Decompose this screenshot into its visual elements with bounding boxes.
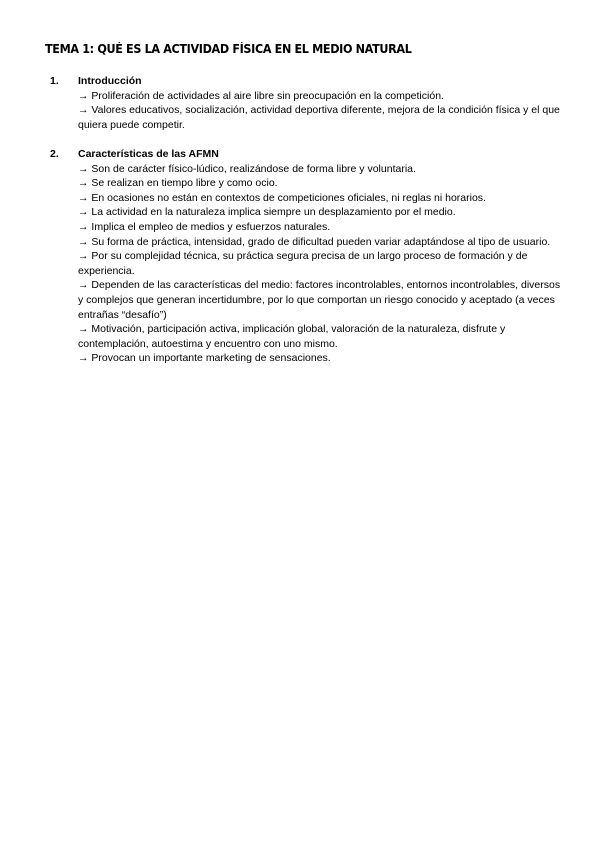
section-heading: Introducción <box>78 75 142 87</box>
bullet-item: → Se realizan en tiempo libre y como ocio. <box>78 177 278 190</box>
bullet-item: → Motivación, participación activa, implicación global, valoración de la naturaleza, disfrute y contemplación, autoestima y encuentro con uno mismo. <box>78 323 506 350</box>
section-heading: Características de las AFMN <box>78 148 219 160</box>
bullet-item: → Implica el empleo de medios y esfuerzos naturales. <box>78 220 331 233</box>
bullet-item: → En ocasiones no están en contextos de competiciones oficiales, ni reglas ni horarios. <box>78 191 486 204</box>
bullet-item: → Proliferación de actividades al aire libre sin preocupación en la competición. <box>78 89 444 102</box>
bullet-item: → Dependen de las características del medio: factores incontrolables, entornos incontrolables, diversos y complejos que generan incertidumbre, por lo que comportan un riesgo conocido y aceptado (a veces entrañas “desafío”) <box>78 279 561 321</box>
section-body <box>78 74 564 132</box>
bullet-item: → Por su complejidad técnica, su práctica segura precisa de un largo proceso de formación y de experiencia. <box>78 250 528 277</box>
section-number: 2. <box>50 148 59 160</box>
bullet-item: → La actividad en la naturaleza implica siempre un desplazamiento por el medio. <box>78 206 456 219</box>
bullet-item: → Su forma de práctica, intensidad, grado de dificultad pueden variar adaptándose al tipo de usuario. <box>78 235 551 248</box>
bullet-item: → Son de carácter físico-lúdico, realizándose de forma libre y voluntaria. <box>78 162 416 175</box>
document-title: TEMA 1: QUÉ ES LA ACTIVIDAD FÍSICA EN EL MEDIO NATURAL <box>45 42 412 57</box>
section-number: 1. <box>50 75 59 87</box>
bullet-item: → Provocan un importante marketing de sensaciones. <box>78 352 331 365</box>
bullet-item: → Valores educativos, socialización, actividad deportiva diferente, mejora de la condición física y el que quiera puede competir. <box>78 104 560 131</box>
section-body <box>78 147 564 366</box>
